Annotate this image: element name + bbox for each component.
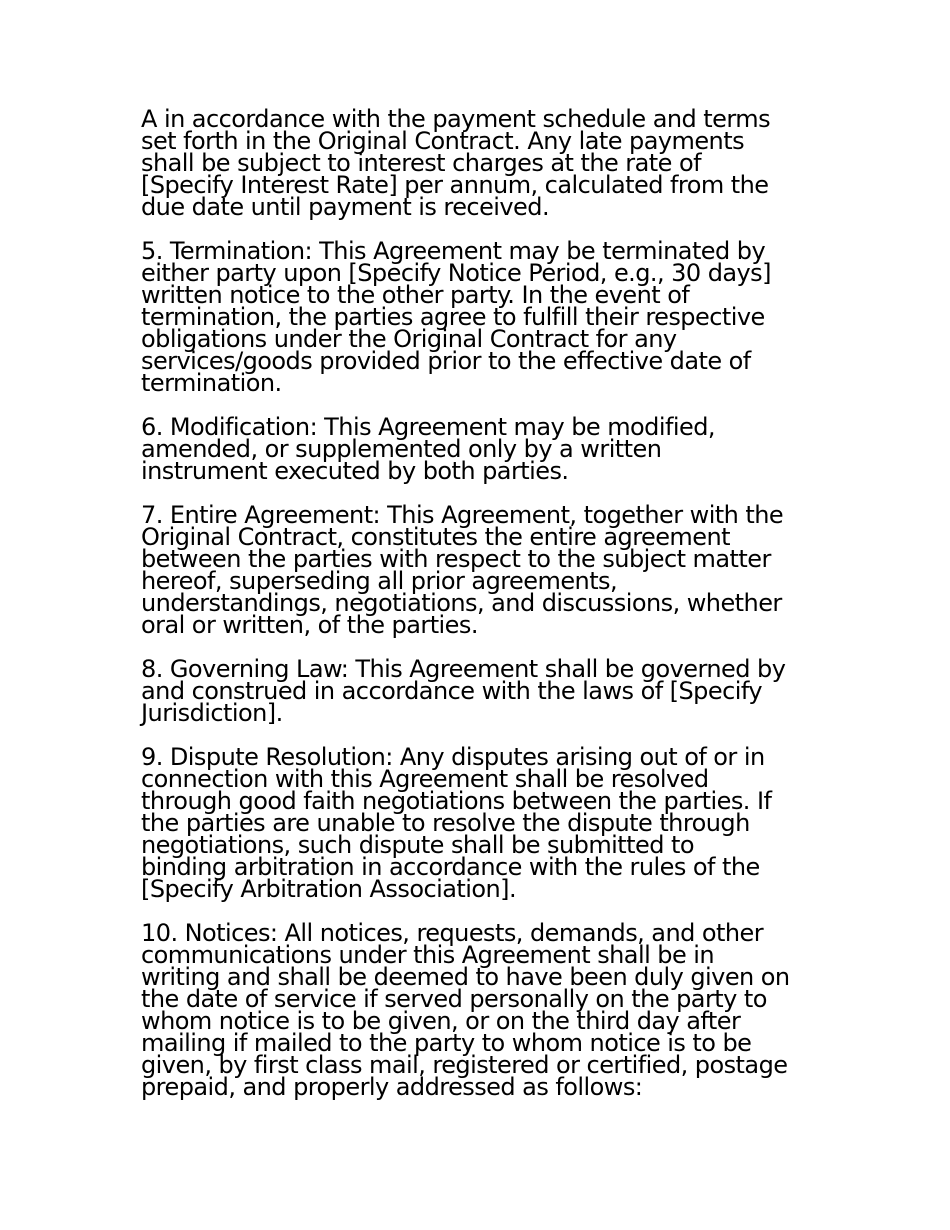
text-line: 5. Termination: This Agreement may be terminated by — [141, 237, 766, 265]
text-line: due date until payment is received. — [141, 193, 550, 221]
text-line: writing and shall be deemed to have been duly given on — [141, 963, 790, 991]
text-line: understandings, negotiations, and discussions, whether — [141, 589, 782, 617]
document-body — [141, 105, 821, 1120]
text-line: hereof, superseding all prior agreements, — [141, 567, 618, 595]
text-line: and construed in accordance with the laws of [Specify — [141, 677, 762, 705]
section-10-notices — [141, 919, 821, 1101]
text-line: through good faith negotiations between the parties. If — [141, 787, 772, 815]
text-line: amended, or supplemented only by a written — [141, 435, 662, 463]
text-line: given, by first class mail, registered or certified, postage — [141, 1051, 788, 1079]
text-line: oral or written, of the parties. — [141, 611, 478, 639]
text-line: termination, the parties agree to fulfill their respective — [141, 303, 765, 331]
text-line: [Specify Arbitration Association]. — [141, 875, 517, 903]
section-8-governing-law — [141, 655, 821, 727]
text-line: between the parties with respect to the subject matter — [141, 545, 771, 573]
text-line: the parties are unable to resolve the dispute through — [141, 809, 750, 837]
text-line: negotiations, such dispute shall be submitted to — [141, 831, 694, 859]
text-line: 8. Governing Law: This Agreement shall be governed by — [141, 655, 786, 683]
text-line: Original Contract, constitutes the entire agreement — [141, 523, 730, 551]
section-5-termination — [141, 237, 821, 397]
text-line: obligations under the Original Contract for any — [141, 325, 677, 353]
text-line: A in accordance with the payment schedule and terms — [141, 105, 771, 133]
text-line: communications under this Agreement shall be in — [141, 941, 715, 969]
section-7-entire-agreement — [141, 501, 821, 639]
text-line: either party upon [Specify Notice Period, e.g., 30 days] — [141, 259, 771, 287]
text-line: 9. Dispute Resolution: Any disputes arising out of or in — [141, 743, 765, 771]
section-6-modification — [141, 413, 821, 485]
text-line: mailing if mailed to the party to whom notice is to be — [141, 1029, 752, 1057]
text-line: set forth in the Original Contract. Any late payments — [141, 127, 745, 155]
text-line: whom notice is to be given, or on the third day after — [141, 1007, 741, 1035]
text-line: connection with this Agreement shall be resolved — [141, 765, 709, 793]
text-line: shall be subject to interest charges at the rate of — [141, 149, 701, 177]
text-line: 6. Modification: This Agreement may be modified, — [141, 413, 715, 441]
text-line: [Specify Interest Rate] per annum, calculated from the — [141, 171, 769, 199]
text-line: written notice to the other party. In the event of — [141, 281, 690, 309]
text-line: instrument executed by both parties. — [141, 457, 569, 485]
text-line: binding arbitration in accordance with the rules of the — [141, 853, 760, 881]
text-line: termination. — [141, 369, 282, 397]
text-line: prepaid, and properly addressed as follows: — [141, 1073, 643, 1101]
text-line: services/goods provided prior to the effective date of — [141, 347, 751, 375]
text-line: 10. Notices: All notices, requests, demands, and other — [141, 919, 764, 947]
text-line: the date of service if served personally on the party to — [141, 985, 767, 1013]
text-line: 7. Entire Agreement: This Agreement, together with the — [141, 501, 784, 529]
section-9-dispute-resolution — [141, 743, 821, 903]
paragraph-payment-terms — [141, 105, 821, 221]
text-line: Jurisdiction]. — [141, 699, 283, 727]
